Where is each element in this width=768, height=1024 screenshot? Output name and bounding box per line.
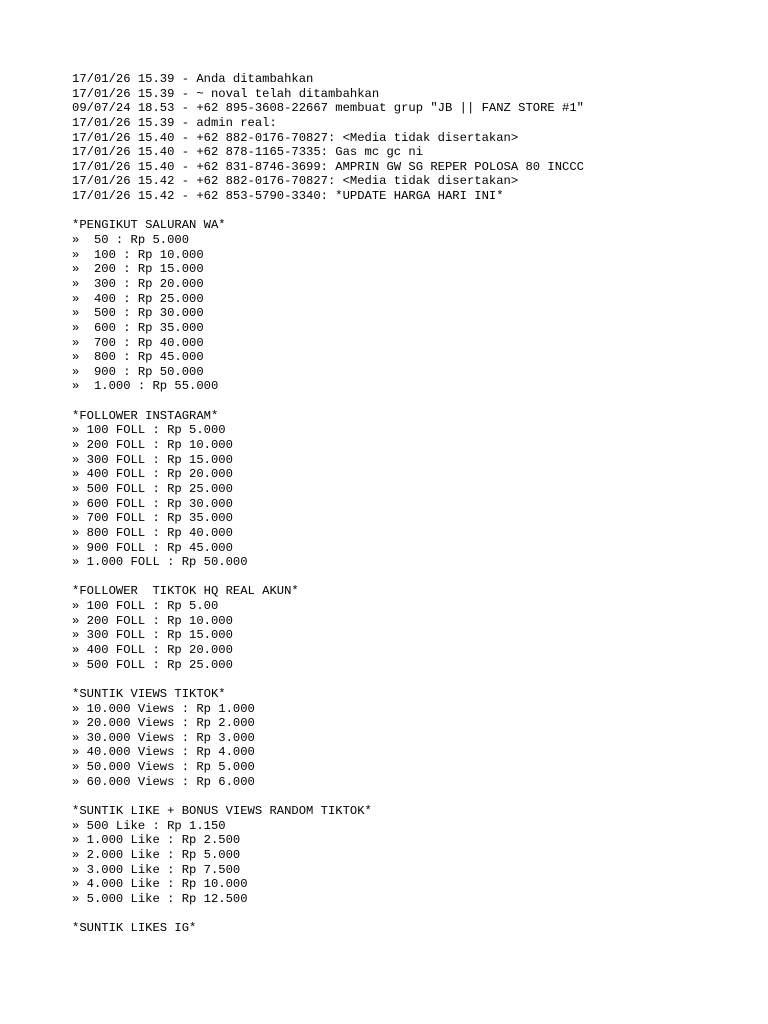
blank-line — [72, 394, 752, 409]
price-item: » 900 FOLL : Rp 45.000 — [72, 540, 233, 555]
chat-line: 17/01/26 15.40 - +62 878-1165-7335: Gas mc gc ni — [72, 145, 424, 160]
price-item: » 5.000 Like : Rp 12.500 — [72, 891, 248, 906]
price-item: » 30.000 Views : Rp 3.000 — [72, 730, 255, 745]
price-item: » 600 FOLL : Rp 30.000 — [72, 496, 233, 511]
price-item: » 500 FOLL : Rp 25.000 — [72, 481, 233, 496]
chat-line: 17/01/26 15.39 - admin real: — [72, 115, 277, 130]
document-page — [72, 72, 752, 936]
price-item: » 500 FOLL : Rp 25.000 — [72, 657, 233, 672]
price-item: » 400 : Rp 25.000 — [72, 291, 204, 306]
price-item: » 50 : Rp 5.000 — [72, 233, 190, 248]
price-item: » 3.000 Like : Rp 7.500 — [72, 862, 241, 877]
chat-line: 17/01/26 15.39 - ~ noval telah ditambahkan — [72, 86, 380, 101]
section-title: *FOLLOWER INSTAGRAM* — [72, 408, 219, 423]
price-item: » 100 : Rp 10.000 — [72, 247, 204, 262]
price-item: » 4.000 Like : Rp 10.000 — [72, 877, 248, 892]
price-section-tiktok-follower — [72, 584, 752, 672]
blank-line — [72, 907, 752, 922]
price-item: » 100 FOLL : Rp 5.00 — [72, 599, 219, 614]
price-section-wa-channel — [72, 218, 752, 394]
blank-line — [72, 570, 752, 585]
price-item: » 200 FOLL : Rp 10.000 — [72, 438, 233, 453]
price-item: » 800 FOLL : Rp 40.000 — [72, 525, 233, 540]
chat-log — [72, 72, 752, 204]
price-item: » 400 FOLL : Rp 20.000 — [72, 642, 233, 657]
chat-line: 17/01/26 15.40 - +62 882-0176-70827: <Media tidak disertakan> — [72, 130, 519, 145]
blank-line — [72, 789, 752, 804]
price-item: » 600 : Rp 35.000 — [72, 320, 204, 335]
section-title: *FOLLOWER TIKTOK HQ REAL AKUN* — [72, 584, 299, 599]
price-item: » 50.000 Views : Rp 5.000 — [72, 760, 255, 775]
price-item: » 1.000 FOLL : Rp 50.000 — [72, 555, 248, 570]
chat-line: 17/01/26 15.42 - +62 853-5790-3340: *UPDATE HARGA HARI INI* — [72, 189, 504, 204]
section-title: *SUNTIK LIKES IG* — [72, 921, 197, 936]
price-item: » 300 FOLL : Rp 15.000 — [72, 628, 233, 643]
price-item: » 2.000 Like : Rp 5.000 — [72, 847, 241, 862]
price-item: » 700 FOLL : Rp 35.000 — [72, 511, 233, 526]
section-title: *PENGIKUT SALURAN WA* — [72, 218, 226, 233]
section-title: *SUNTIK LIKE + BONUS VIEWS RANDOM TIKTOK* — [72, 804, 372, 819]
chat-line: 17/01/26 15.40 - +62 831-8746-3699: AMPRIN GW SG REPER POLOSA 80 INCCC — [72, 159, 584, 174]
price-item: » 10.000 Views : Rp 1.000 — [72, 701, 255, 716]
blank-line — [72, 204, 752, 219]
section-title: *SUNTIK VIEWS TIKTOK* — [72, 686, 226, 701]
price-item: » 1.000 Like : Rp 2.500 — [72, 833, 241, 848]
price-item: » 400 FOLL : Rp 20.000 — [72, 467, 233, 482]
price-item: » 20.000 Views : Rp 2.000 — [72, 716, 255, 731]
price-section-tiktok-likes — [72, 804, 752, 906]
price-item: » 700 : Rp 40.000 — [72, 335, 204, 350]
chat-line: 09/07/24 18.53 - +62 895-3608-22667 membuat grup "JB || FANZ STORE #1" — [72, 101, 584, 116]
price-section-instagram-follower — [72, 409, 752, 570]
price-item: » 300 : Rp 20.000 — [72, 276, 204, 291]
price-item: » 500 : Rp 30.000 — [72, 306, 204, 321]
price-section-ig-likes — [72, 921, 752, 936]
price-item: » 40.000 Views : Rp 4.000 — [72, 745, 255, 760]
price-item: » 200 FOLL : Rp 10.000 — [72, 613, 233, 628]
price-item: » 1.000 : Rp 55.000 — [72, 379, 219, 394]
price-item: » 200 : Rp 15.000 — [72, 262, 204, 277]
chat-line: 17/01/26 15.42 - +62 882-0176-70827: <Media tidak disertakan> — [72, 174, 519, 189]
chat-line: 17/01/26 15.39 - Anda ditambahkan — [72, 72, 314, 86]
price-item: » 800 : Rp 45.000 — [72, 350, 204, 365]
price-item: » 500 Like : Rp 1.150 — [72, 818, 226, 833]
price-item: » 900 : Rp 50.000 — [72, 364, 204, 379]
price-item: » 300 FOLL : Rp 15.000 — [72, 452, 233, 467]
price-item: » 100 FOLL : Rp 5.000 — [72, 423, 226, 438]
price-item: » 60.000 Views : Rp 6.000 — [72, 774, 255, 789]
blank-line — [72, 672, 752, 687]
price-section-tiktok-views — [72, 687, 752, 789]
